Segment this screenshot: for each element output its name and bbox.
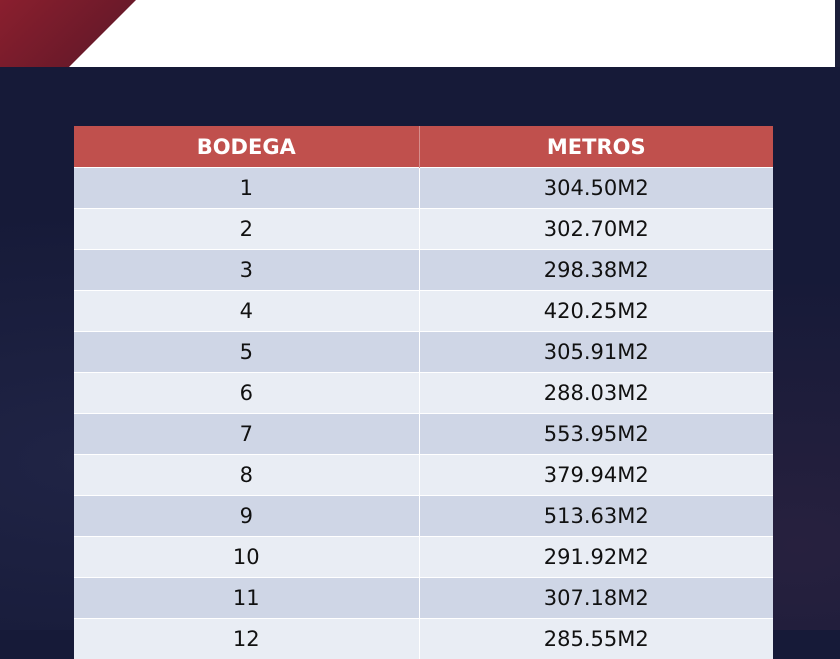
cell-bodega: 8 [74, 455, 419, 496]
cell-metros: 298.38M2 [419, 250, 773, 291]
cell-metros: 513.63M2 [419, 496, 773, 537]
window-edge [835, 0, 840, 67]
cell-metros: 291.92M2 [419, 537, 773, 578]
table-row [74, 168, 773, 209]
cell-metros: 288.03M2 [419, 373, 773, 414]
cell-bodega: 9 [74, 496, 419, 537]
cell-bodega: 7 [74, 414, 419, 455]
cell-metros: 302.70M2 [419, 209, 773, 250]
cell-bodega: 6 [74, 373, 419, 414]
header-bodega: BODEGA [74, 126, 419, 168]
table-row [74, 537, 773, 578]
bodega-table [74, 126, 773, 659]
table-row [74, 578, 773, 619]
table-row [74, 619, 773, 659]
table-row [74, 455, 773, 496]
cell-metros: 553.95M2 [419, 414, 773, 455]
table-row [74, 332, 773, 373]
cell-metros: 307.18M2 [419, 578, 773, 619]
cell-metros: 420.25M2 [419, 291, 773, 332]
cell-bodega: 12 [74, 619, 419, 659]
cell-bodega: 2 [74, 209, 419, 250]
header-metros: METROS [419, 126, 773, 168]
table-row [74, 250, 773, 291]
table-row [74, 209, 773, 250]
cell-bodega: 11 [74, 578, 419, 619]
cell-bodega: 5 [74, 332, 419, 373]
cell-metros: 304.50M2 [419, 168, 773, 209]
table-header-row [74, 126, 773, 168]
slide-title-band [0, 0, 840, 67]
cell-metros: 285.55M2 [419, 619, 773, 659]
cell-bodega: 3 [74, 250, 419, 291]
bodega-table-container [74, 126, 773, 659]
cell-bodega: 10 [74, 537, 419, 578]
cell-bodega: 1 [74, 168, 419, 209]
table-row [74, 496, 773, 537]
table-row [74, 373, 773, 414]
table-row [74, 414, 773, 455]
cell-metros: 379.94M2 [419, 455, 773, 496]
cell-bodega: 4 [74, 291, 419, 332]
table-row [74, 291, 773, 332]
cell-metros: 305.91M2 [419, 332, 773, 373]
